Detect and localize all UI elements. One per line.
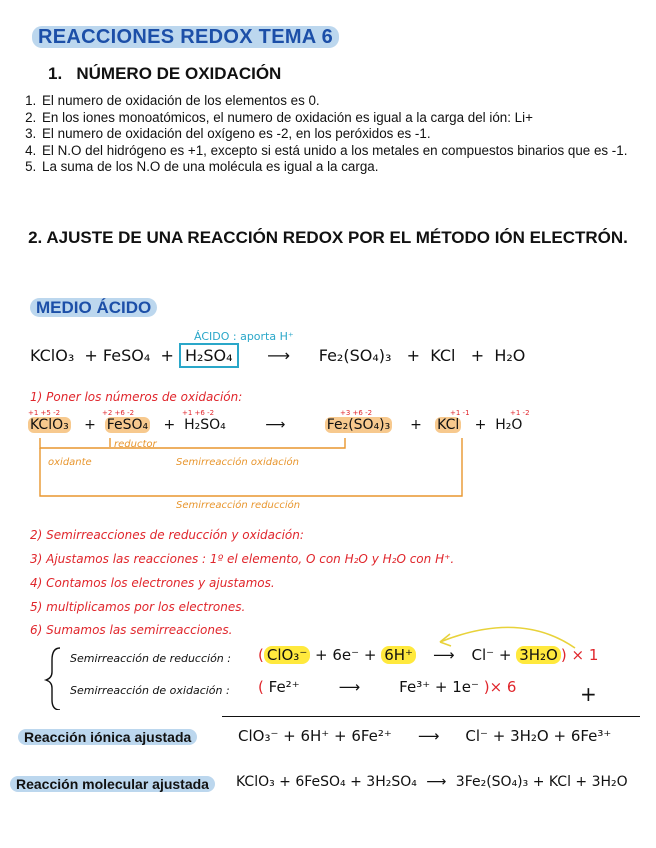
medio-acido-heading: MEDIO ÁCIDO bbox=[30, 298, 157, 318]
reaction-equation-ox: KClO₃ + FeSO₄ + H₂SO₄ ⟶ Fe₂(SO₄)₃ + KCl + H₂O bbox=[30, 417, 523, 433]
ionic-equation: ClO₃⁻ + 6H⁺ + 6Fe²⁺ ⟶ Cl⁻ + 3H₂O + 6Fe³⁺ bbox=[238, 727, 612, 745]
arrow-icon: ⟶ bbox=[338, 678, 361, 696]
semi-ox-label: Semirreacción oxidación bbox=[176, 457, 299, 468]
semi-red-equation: ( ClO₃⁻ + 6e⁻ + 6H⁺ ⟶ Cl⁻ + 3H₂O ) × 1 bbox=[258, 646, 599, 664]
ox-fe2so43: +3 +6 -2 bbox=[340, 409, 373, 417]
list-item: 4. El N.O del hidrógeno es +1, excepto si está unido a los metales en compuestos binarios que es -1. bbox=[40, 143, 656, 160]
step-4: 4) Contamos los electrones y ajustamos. bbox=[30, 576, 275, 590]
arrow-icon: ⟶ bbox=[432, 646, 455, 664]
reductor-label: reductor bbox=[114, 439, 157, 450]
ox-kcl: +1 -1 bbox=[450, 409, 470, 417]
ox-kclo3: +1 +5 -2 bbox=[28, 409, 61, 417]
semi-ox-label-text: Semirreacción de oxidación : bbox=[70, 684, 230, 697]
ox-h2o: +1 -2 bbox=[510, 409, 530, 417]
page-title: REACCIONES REDOX TEMA 6 bbox=[32, 26, 339, 49]
curved-arrow-icon bbox=[440, 627, 575, 648]
acid-note: ÁCIDO : aporta H⁺ bbox=[194, 330, 294, 343]
ox-h2so4: +1 +6 -2 bbox=[182, 409, 215, 417]
arrow-icon: ⟶ bbox=[267, 346, 291, 365]
molecular-equation: KClO₃ + 6FeSO₄ + 3H₂SO₄ ⟶ 3Fe₂(SO₄)₃ + KCl + 3H₂O bbox=[236, 774, 628, 790]
step-5: 5) multiplicamos por los electrones. bbox=[30, 600, 246, 614]
section-1-heading: 1. NÚMERO DE OXIDACIÓN bbox=[48, 64, 282, 83]
oxidante-label: oxidante bbox=[48, 457, 92, 468]
list-item: 2. En los iones monoatómicos, el numero de oxidación es igual a la carga del ión: Li+ bbox=[40, 110, 656, 127]
semi-red-label: Semirreacción reducción bbox=[176, 500, 301, 511]
list-item: 3. El numero de oxidación del oxígeno es -2, en los peróxidos es -1. bbox=[40, 126, 656, 143]
semi-red-label-text: Semirreacción de reducción : bbox=[70, 652, 231, 665]
ox-feso4: +2 +6 -2 bbox=[102, 409, 135, 417]
list-item: 5. La suma de los N.O de una molécula es igual a la carga. bbox=[40, 159, 656, 176]
oxidation-connector bbox=[40, 438, 345, 448]
arrow-icon: ⟶ bbox=[426, 774, 447, 790]
reaction-equation: KClO₃ + FeSO₄ + H₂SO₄ ⟶ Fe₂(SO₄)₃ + KCl + H₂O bbox=[30, 346, 525, 365]
step-2: 2) Semirreacciones de reducción y oxidación: bbox=[30, 528, 304, 542]
arrow-icon: ⟶ bbox=[417, 727, 440, 745]
section-2-heading: 2. AJUSTE DE UNA REACCIÓN REDOX POR EL MÉTODO IÓN ELECTRÓN. bbox=[28, 228, 628, 247]
semi-ox-equation: ( Fe²⁺ ⟶ Fe³⁺ + 1e⁻ )× 6 bbox=[258, 678, 517, 696]
acid-box: H₂SO₄ bbox=[179, 343, 239, 368]
step-1: 1) Poner los números de oxidación: bbox=[30, 390, 243, 404]
arrow-icon: ⟶ bbox=[265, 417, 286, 433]
sum-line bbox=[222, 716, 640, 717]
list-item: 1. El numero de oxidación de los elementos es 0. bbox=[40, 93, 656, 110]
step-6: 6) Sumamos las semirreacciones. bbox=[30, 623, 233, 637]
ionic-label: Reacción iónica ajustada bbox=[18, 729, 197, 745]
molecular-label: Reacción molecular ajustada bbox=[10, 776, 215, 792]
step-3: 3) Ajustamos las reacciones : 1º el elemento, O con H₂O y H₂O con H⁺. bbox=[30, 552, 455, 566]
plus-sign: + bbox=[580, 682, 597, 706]
brace-icon bbox=[46, 648, 60, 710]
